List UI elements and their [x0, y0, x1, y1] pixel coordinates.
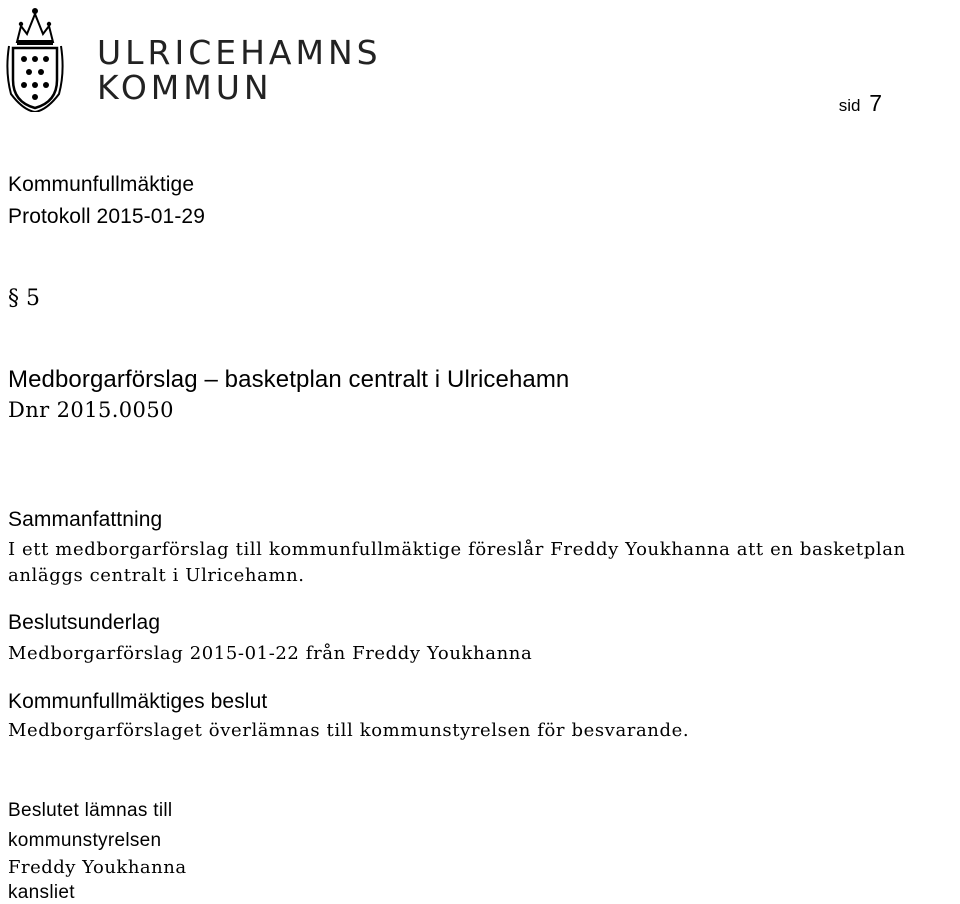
protocol-date: 2015-01-29 — [96, 205, 205, 228]
basis-heading: Beslutsunderlag — [8, 611, 161, 634]
decision-text: Medborgarförslaget överlämnas till kommunstyrelsen för besvarande. — [8, 720, 690, 741]
basis-text: Medborgarförslag 2015-01-22 från Freddy Youkhanna — [8, 643, 533, 664]
page-label: sid — [838, 96, 861, 115]
distribution-recipient: kommunstyrelsen — [8, 830, 162, 851]
coat-of-arms-logo — [5, 2, 385, 112]
decision-heading: Kommunfullmäktiges beslut — [8, 690, 268, 713]
distribution-recipient: Freddy Youkhanna — [8, 857, 187, 878]
org-name-line1: ULRICEHAMNS — [97, 33, 382, 72]
protocol-label: Protokoll — [8, 205, 91, 228]
summary-text-line1: I ett medborgarförslag till kommunfullmäktige föreslår Freddy Youkhanna att en basketplan — [8, 539, 906, 560]
paragraph-number: § 5 — [8, 286, 40, 311]
page-number — [839, 90, 882, 117]
org-name-line2: KOMMUN — [97, 68, 273, 107]
municipality-logo — [5, 2, 385, 112]
distribution-heading: Beslutet lämnas till — [8, 800, 173, 821]
meeting-body: Kommunfullmäktige — [8, 173, 195, 196]
diary-number: Dnr 2015.0050 — [8, 398, 174, 422]
summary-heading: Sammanfattning — [8, 508, 163, 531]
distribution-recipient: kansliet — [8, 882, 75, 903]
summary-text-line2: anläggs centralt i Ulricehamn. — [8, 565, 305, 586]
item-title: Medborgarförslag – basketplan centralt i Ulricehamn — [8, 366, 570, 393]
page-number-value: 7 — [869, 90, 882, 116]
protocol-line — [8, 205, 205, 229]
